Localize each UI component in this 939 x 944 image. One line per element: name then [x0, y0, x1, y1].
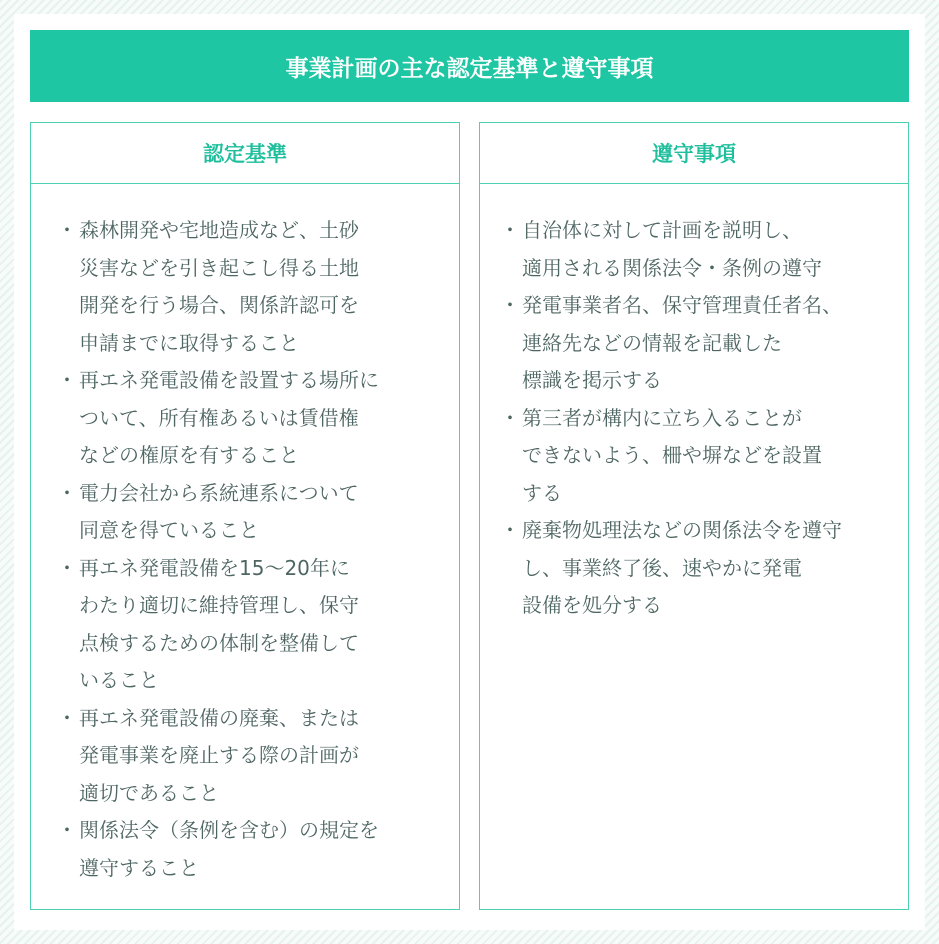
bullet-icon: ・ — [57, 368, 77, 392]
list-item — [57, 812, 459, 887]
item-line: 設備を処分する — [522, 593, 662, 617]
item-line: 点検するための体制を整備して — [79, 630, 359, 655]
page-title: 事業計画の主な認定基準と遵守事項 — [30, 30, 909, 102]
list-item — [57, 700, 459, 813]
list-item — [500, 212, 908, 287]
item-line: 災害などを引き起こし得る土地 — [79, 255, 359, 280]
item-text — [79, 362, 379, 475]
item-text — [522, 212, 822, 287]
item-line: 森林開発や宅地造成など、土砂 — [79, 218, 359, 242]
item-text — [79, 700, 359, 813]
bullet-icon: ・ — [57, 555, 77, 580]
item-line: 同意を得ていること — [79, 518, 259, 542]
list-item — [57, 212, 459, 362]
list-item — [57, 550, 459, 700]
bullet-icon: ・ — [500, 218, 520, 242]
item-line: する — [522, 480, 562, 505]
list-item — [57, 362, 459, 475]
bullet-icon: ・ — [57, 705, 77, 730]
bullet-icon: ・ — [57, 480, 77, 505]
item-line: いること — [79, 668, 159, 692]
item-text — [79, 550, 359, 700]
list-item — [57, 475, 459, 550]
item-text — [522, 400, 822, 513]
item-line: ついて、所有権あるいは賃借権 — [79, 405, 359, 430]
bullet-icon: ・ — [57, 218, 77, 242]
item-line: わたり適切に維持管理し、保守 — [79, 593, 359, 617]
item-line: 関係法令（条例を含む）の規定を — [79, 818, 379, 842]
column-heading: 認定基準 — [31, 123, 459, 184]
item-line: 遵守すること — [79, 855, 199, 880]
item-line: し、事業終了後、速やかに発電 — [522, 555, 802, 580]
item-line: 再エネ発電設備を15～20年に — [79, 555, 350, 580]
criteria-column — [30, 122, 460, 910]
item-line: 自治体に対して計画を説明し、 — [522, 218, 802, 242]
column-heading: 遵守事項 — [480, 123, 908, 184]
item-line: 適切であること — [79, 780, 219, 805]
item-text — [79, 212, 359, 362]
list-item — [500, 512, 908, 625]
item-list — [480, 184, 908, 625]
bullet-icon: ・ — [500, 518, 520, 542]
item-line: 連絡先などの情報を記載した — [522, 330, 782, 355]
bullet-icon: ・ — [57, 818, 77, 842]
item-line: 標識を掲示する — [522, 368, 662, 392]
item-line: 申請までに取得すること — [79, 330, 299, 355]
item-line: 発電事業者名、保守管理責任者名、 — [522, 293, 842, 317]
item-line: 電力会社から系統連系について — [79, 480, 359, 505]
item-line: 廃棄物処理法などの関係法令を遵守 — [522, 518, 842, 542]
item-text — [522, 287, 842, 400]
item-line: できないよう、柵や塀などを設置 — [522, 443, 822, 467]
item-line: 再エネ発電設備の廃棄、または — [79, 705, 359, 730]
compliance-column — [479, 122, 909, 910]
item-text — [79, 812, 379, 887]
item-list — [31, 184, 459, 887]
item-text — [79, 475, 359, 550]
item-line: 第三者が構内に立ち入ることが — [522, 405, 802, 430]
item-line: 再エネ発電設備を設置する場所に — [79, 368, 379, 392]
bullet-icon: ・ — [500, 405, 520, 430]
item-line: 開発を行う場合、関係許認可を — [79, 293, 359, 317]
list-item — [500, 400, 908, 513]
bullet-icon: ・ — [500, 293, 520, 317]
item-text — [522, 512, 842, 625]
item-line: 適用される関係法令・条例の遵守 — [522, 255, 822, 280]
item-line: などの権原を有すること — [79, 443, 299, 467]
list-item — [500, 287, 908, 400]
item-line: 発電事業を廃止する際の計画が — [79, 743, 359, 767]
